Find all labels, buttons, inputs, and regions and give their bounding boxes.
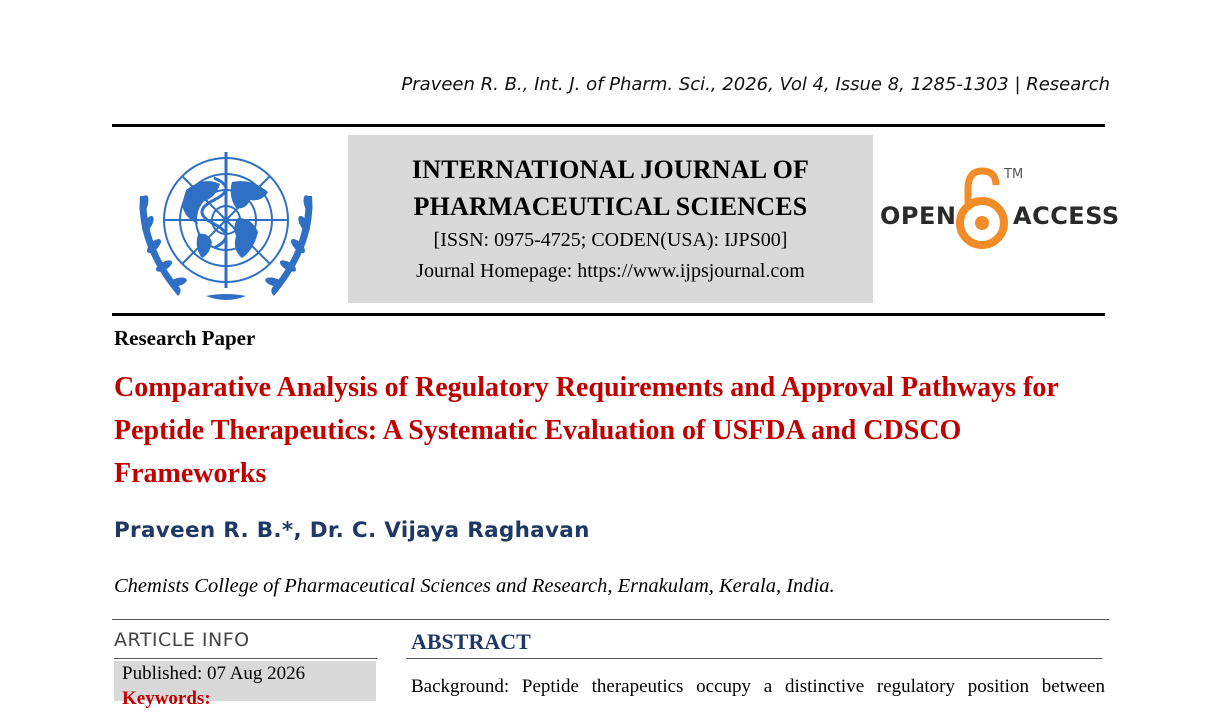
journal-homepage: Journal Homepage: https://www.ijpsjournal.com bbox=[416, 260, 805, 282]
keywords-label: Keywords: bbox=[122, 688, 211, 709]
section-divider bbox=[112, 619, 1109, 620]
article-info-box bbox=[114, 661, 376, 709]
journal-title-line-2: PHARMACEUTICAL SCIENCES bbox=[413, 192, 808, 221]
abstract-rule bbox=[406, 658, 1102, 659]
paper-type: Research Paper bbox=[114, 326, 256, 350]
header-top-rule bbox=[112, 124, 1105, 127]
open-access-word-open: OPEN bbox=[880, 202, 957, 230]
journal-title-line-1: INTERNATIONAL JOURNAL OF bbox=[411, 155, 810, 184]
abstract-text: Background: Peptide therapeutics occupy a distinctive regulatory position between bbox=[411, 676, 1105, 697]
open-lock-icon bbox=[954, 165, 1010, 255]
journal-title bbox=[348, 151, 873, 225]
trademark-mark: TM bbox=[1004, 167, 1024, 182]
journal-issn: [ISSN: 0975-4725; CODEN(USA): IJPS00] bbox=[433, 229, 788, 251]
authors: Praveen R. B.*, Dr. C. Vijaya Raghavan bbox=[114, 518, 590, 543]
affiliation: Chemists College of Pharmaceutical Sciences and Research, Ernakulam, Kerala, India. bbox=[114, 575, 835, 597]
article-info-rule bbox=[114, 658, 377, 659]
published-date: Published: 07 Aug 2026 bbox=[122, 663, 306, 684]
paper-title: Comparative Analysis of Regulatory Requirements and Approval Pathways for Peptide Therapeutics: A Systematic Evaluation of USFDA and CDSCO Frameworks bbox=[114, 372, 1059, 489]
header-bottom-rule bbox=[112, 313, 1105, 316]
journal-header-box bbox=[348, 135, 873, 303]
emblem-globe-caduceus-icon bbox=[126, 138, 326, 306]
open-access-logo bbox=[880, 165, 1120, 255]
open-access-word-access: ACCESS bbox=[1013, 202, 1120, 230]
abstract-heading: ABSTRACT bbox=[411, 629, 531, 654]
citation-line: Praveen R. B., Int. J. of Pharm. Sci., 2026, Vol 4, Issue 8, 1285-1303 | Research bbox=[401, 74, 1110, 95]
article-info-heading: ARTICLE INFO bbox=[114, 629, 250, 651]
